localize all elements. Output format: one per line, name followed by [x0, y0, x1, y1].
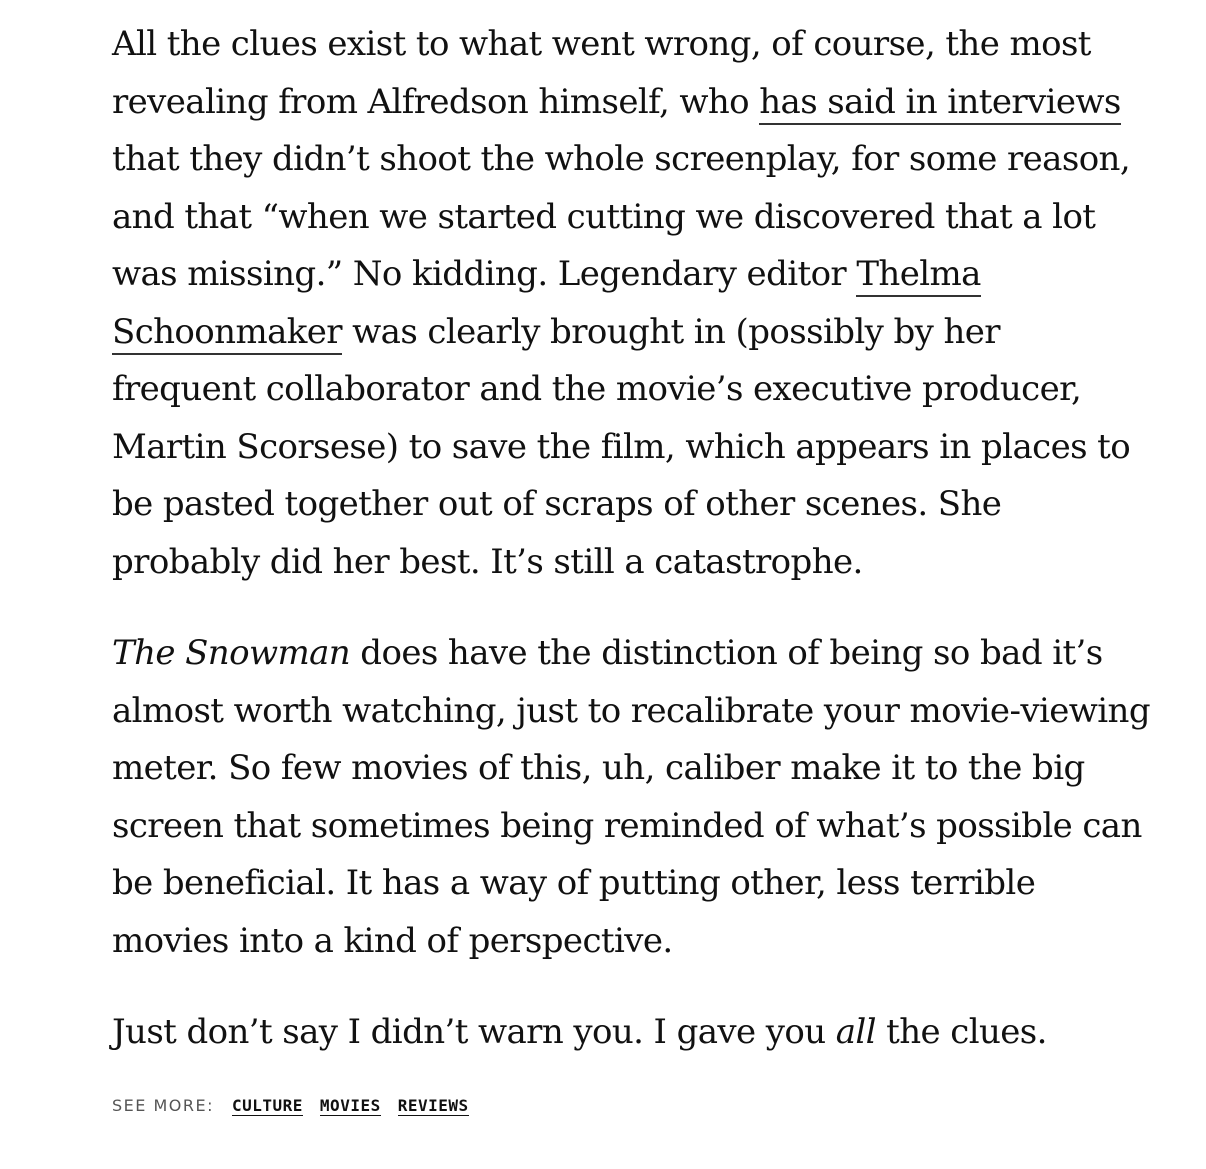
thelma-schoonmaker-link[interactable]: Thelma Schoonmaker: [112, 254, 981, 355]
see-more-label: SEE MORE:: [112, 1096, 214, 1115]
paragraph-2-text: does have the distinction of being so bad it’s almost worth watching, just to recalibrate your movie-viewing meter. So few movies of this, uh, caliber make it to the big screen that sometimes being reminded of what’s possible can be beneficial. It has a way of putting other, less terrible movies into a kind of perspective.: [112, 633, 1150, 961]
paragraph-3-text-a: Just don’t say I didn’t warn you. I gave you: [112, 1012, 836, 1052]
see-more-tags: [112, 1096, 486, 1116]
tag-culture-link[interactable]: CULTURE: [231, 1096, 303, 1115]
interviews-link[interactable]: has said in interviews: [759, 82, 1121, 125]
tag-reviews-link[interactable]: REVIEWS: [397, 1096, 469, 1115]
paragraph-3: [112, 1004, 1152, 1062]
tag-movies-link[interactable]: MOVIES: [319, 1096, 381, 1115]
paragraph-1-text-c: was clearly brought in (possibly by her frequent collaborator and the movie’s executive producer, Martin Scorsese) to save the film, which appears in places to be pasted together out of scraps of other scenes. She probably did her best. It’s still a catastrophe.: [112, 311, 1131, 582]
paragraph-2: [112, 625, 1152, 970]
article-body: [112, 16, 1152, 1096]
paragraph-1: [112, 16, 1152, 591]
movie-title: The Snowman: [112, 633, 351, 673]
paragraph-3-text-b: the clues.: [875, 1012, 1047, 1052]
emphasis-all: all: [835, 1012, 876, 1052]
paragraph-1-text-a: All the clues exist to what went wrong, of course, the most revealing from Alfredson himself, who: [112, 24, 1091, 122]
paragraph-1-text-b: that they didn’t shoot the whole screenplay, for some reason, and that “when we started cutting we discovered that a lot was missing.” No kidding. Legendary editor: [112, 139, 1131, 294]
